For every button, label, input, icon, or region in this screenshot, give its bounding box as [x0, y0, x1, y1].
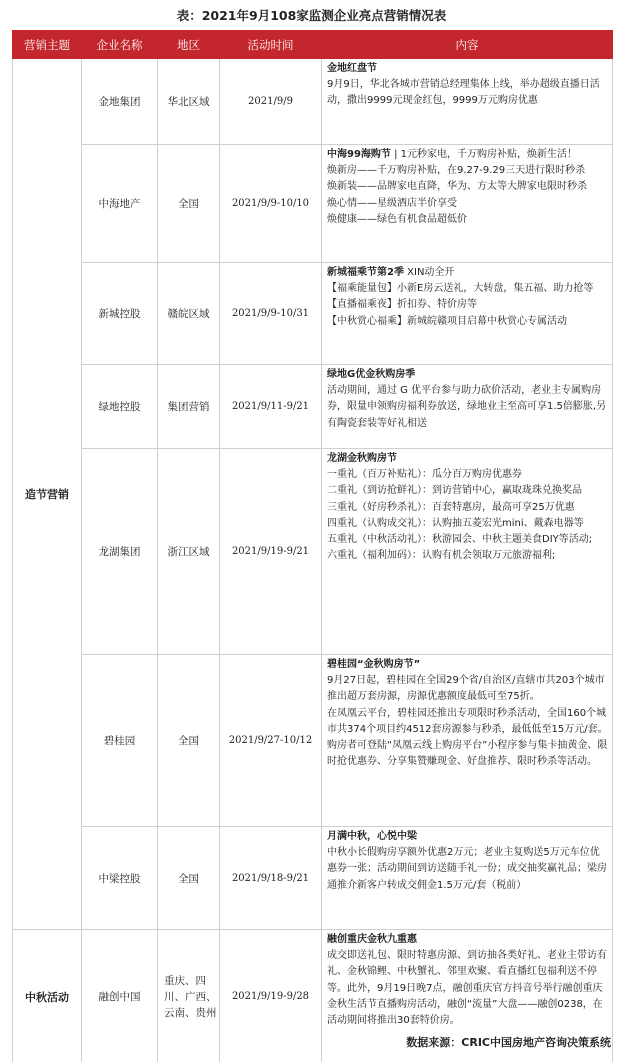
date-cell: 2021/9/19-9/21	[220, 449, 322, 655]
content-line: 中秋小长假购房享额外优惠2万元；老业主复购送5万元车位优惠券一张；活动期间到访送随手礼一份；成交抽奖赢礼品；梁房通推介新客户转成交佣金1.5万元/套（税前）	[327, 847, 607, 891]
date-cell: 2021/9/9-10/31	[220, 263, 322, 365]
region-cell: 重庆、四川、广西、云南、贵州	[158, 930, 220, 1062]
content-line: 【中秋赏心福乘】新城皖赣项目启幕中秋赏心专属活动	[327, 315, 567, 327]
content-cell	[322, 59, 613, 145]
header-theme: 营销主题	[13, 31, 82, 59]
header-region: 地区	[158, 31, 220, 59]
content-line: 购房者可登陆“凤凰云线上购房平台”小程序参与集卡抽黄金、限时抢优惠券、分享集赞赚现金、好盘推荐、限时秒杀等活动。	[327, 740, 608, 768]
page-title: 表：2021年9月108家监测企业亮点营销情况表	[176, 8, 447, 23]
theme-cell: 造节营销	[13, 59, 82, 930]
theme-cell: 中秋活动	[13, 930, 82, 1062]
content-line: 二重礼（到访抢鲜礼）：到访营销中心，赢取珑珠兑换奖品	[327, 485, 582, 497]
content-title: 金地红盘节	[327, 63, 377, 74]
content-title: 绿地G优金秋购房季	[327, 369, 416, 380]
company-cell: 金地集团	[82, 59, 158, 145]
content-line: 焕新房——千万购房补贴，在9.27-9.29三天进行限时秒杀	[327, 165, 586, 177]
table-row	[13, 365, 613, 449]
content-title: 龙湖金秋购房节	[327, 453, 397, 464]
data-source: 数据来源：CRIC中国房地产咨询决策系统	[406, 1036, 611, 1049]
header-company: 企业名称	[82, 31, 158, 59]
content-line: 成交即送礼包、限时特惠房源、到访抽各类好礼、老业主带访有礼、金秋锦鲤、中秋蟹礼、邻里欢聚、看直播红包福利送不停等。此外，9月19日晚7点，融创重庆官方抖音号举行融创重庆金秋生活节直播购房活动，融创“流量”大盘——融创0238，在活动期间将推出30套特价房。	[327, 950, 607, 1027]
marketing-table	[12, 30, 613, 1062]
region-cell: 全国	[158, 655, 220, 827]
date-cell: 2021/9/27-10/12	[220, 655, 322, 827]
date-cell: 2021/9/18-9/21	[220, 827, 322, 930]
date-cell: 2021/9/11-9/21	[220, 365, 322, 449]
region-cell: 赣皖区域	[158, 263, 220, 365]
content-line: 三重礼（好房秒杀礼）：百套特惠房，最高可享25万优惠	[327, 501, 575, 513]
content-title: 新城福乘节第2季	[327, 267, 404, 278]
content-line: 焕心情——星级酒店半价享受	[327, 197, 457, 209]
company-cell: 新城控股	[82, 263, 158, 365]
content-title: 融创重庆金秋九重惠	[327, 934, 417, 945]
content-title-suffix: XIN动全开	[403, 267, 455, 278]
region-cell: 华北区域	[158, 59, 220, 145]
content-line: 六重礼（福利加码）：认购有机会领取万元旅游福利;	[327, 550, 556, 562]
company-cell: 龙湖集团	[82, 449, 158, 655]
content-cell	[322, 655, 613, 827]
content-line: 9月27日起，碧桂园在全国29个省/自治区/直辖市共203个城市推出超万套房源，房源优惠额度最低可至75折。	[327, 675, 605, 703]
content-line: 五重礼（中秋活动礼）：秋游园会、中秋主题美食DIY等活动;	[327, 534, 593, 546]
content-cell	[322, 449, 613, 655]
region-cell: 集团营销	[158, 365, 220, 449]
company-cell: 碧桂园	[82, 655, 158, 827]
content-line: 【直播福乘夜】折扣券、特价房等	[327, 299, 477, 311]
date-cell: 2021/9/19-9/28	[220, 930, 322, 1062]
content-cell	[322, 827, 613, 930]
content-line: 活动期间，通过 G 优平台参与助力砍价活动，老业主专属购房券，限量申领购房福利券放送，绿地业主至高可享1.5倍膨胀,另有陶瓷套装等好礼相送	[327, 385, 607, 429]
table-row	[13, 655, 613, 827]
table-row	[13, 145, 613, 263]
header-content: 内容	[322, 31, 613, 59]
company-cell: 中海地产	[82, 145, 158, 263]
table-row	[13, 827, 613, 930]
content-line: 在凤凰云平台，碧桂园还推出专项限时秒杀活动，全国160个城市共374个项目约4512套房源参与秒杀，最低低至15万元/套。	[327, 707, 608, 735]
content-line: 四重礼（认购成交礼）：认购抽五菱宏光mini、戴森电器等	[327, 517, 584, 529]
content-title: 中海99海购节	[327, 149, 391, 160]
header-date: 活动时间	[220, 31, 322, 59]
content-cell	[322, 365, 613, 449]
date-cell: 2021/9/9	[220, 59, 322, 145]
content-cell	[322, 263, 613, 365]
date-cell: 2021/9/9-10/10	[220, 145, 322, 263]
company-cell: 中梁控股	[82, 827, 158, 930]
content-line: 【福乘能量包】小新E房云送礼，大转盘，集五福、助力抢等	[327, 283, 594, 295]
content-title-suffix: | 1元秒家电，千万购房补贴，焕新生活！	[390, 149, 578, 160]
content-line: 一重礼（百万补贴礼）：瓜分百万购房优惠券	[327, 469, 522, 481]
table-header-row	[13, 31, 613, 59]
content-line: 焕新装——品牌家电直降，华为、方太等大牌家电限时秒杀	[327, 181, 587, 193]
company-cell: 融创中国	[82, 930, 158, 1062]
table-row	[13, 449, 613, 655]
table-row	[13, 59, 613, 145]
table-row	[13, 263, 613, 365]
region-cell: 浙江区域	[158, 449, 220, 655]
company-cell: 绿地控股	[82, 365, 158, 449]
content-title: 碧桂园“金秋购房节”	[327, 659, 421, 670]
content-title: 月满中秋，心悦中梁	[327, 831, 417, 842]
content-line: 焕健康——绿色有机食品超低价	[327, 213, 467, 225]
region-cell: 全国	[158, 827, 220, 930]
content-line: 9月9日，华北各城市营销总经理集体上线，举办超级直播日活动，撒出9999元现金红包，9999万元购房优惠	[327, 79, 600, 107]
content-cell	[322, 145, 613, 263]
region-cell: 全国	[158, 145, 220, 263]
